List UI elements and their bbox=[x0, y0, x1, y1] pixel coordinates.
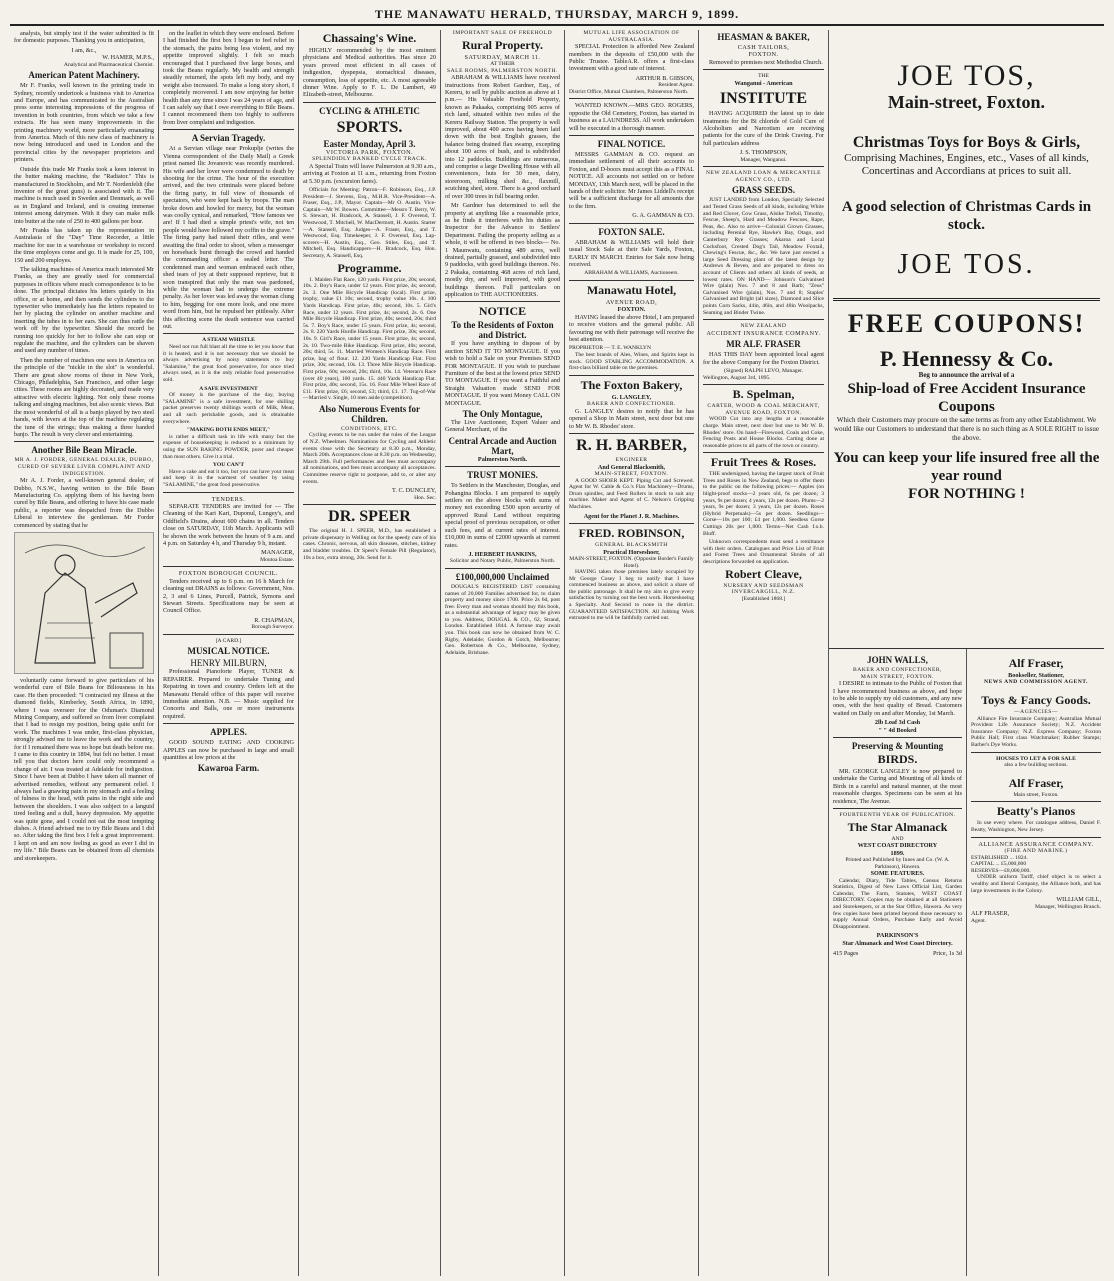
event-sub: SPLENDIDLY BANKED CYCLE TRACK. bbox=[312, 156, 427, 163]
ad-text: Unknown correspondents must send a remittance with their orders. Catalogues and Price List of Fruit and Forest Trees and Ornamental Shrubs of all descriptions forwarded on application. bbox=[703, 539, 824, 565]
ad-subheading: To the Residents of Foxton and District. bbox=[451, 320, 554, 341]
ad-heading: FOXTON BOROUGH COUNCIL. bbox=[178, 570, 279, 578]
divider bbox=[14, 441, 154, 442]
ad-heading: IMPORTANT SALE OF FREEHOLD bbox=[452, 30, 553, 36]
ad-date: Wellington, August 3rd, 1895. bbox=[703, 374, 771, 381]
ad-heading: Toys & Fancy Goods. bbox=[981, 693, 1091, 707]
ad-heading-hennessy: P. Hennessy & Co. bbox=[879, 346, 1054, 371]
ad-heading: A good selection of Christmas Cards in stock. bbox=[841, 199, 1092, 233]
ad-text: HAS THIS DAY been appointed local agent for the above Company for the Foxton District. bbox=[703, 351, 824, 366]
divider bbox=[163, 333, 294, 334]
divider bbox=[569, 375, 694, 376]
divider bbox=[163, 566, 294, 567]
article-heading: A Servian Tragedy. bbox=[191, 133, 266, 144]
ad-subheading: (FIRE AND MARINE.) bbox=[1004, 847, 1068, 854]
ad-text: District Office, Mutual Chambers, Palmerston North. bbox=[569, 88, 689, 95]
ad-location: MAIN-STREET, FOXTON. (Opposite Border's Family Hotel). bbox=[569, 555, 694, 569]
ad-label: [A CARD.] bbox=[215, 637, 242, 644]
ad-text: In use every where. For catalogue address, Daniel F. Beatty, Washington, New Jersey. bbox=[971, 820, 1101, 833]
ad-text: THE bbox=[758, 73, 769, 80]
ad-text: GOOD SOUND EATING AND COOKING APPLES can now be purchased in large and small quantities at low prices at the bbox=[163, 739, 294, 762]
ad-signature: Borough Surveyor. bbox=[251, 624, 294, 631]
ad-subheading: NEWS AND COMMISSION AGENT. bbox=[984, 679, 1088, 686]
signoff: I am, &c., bbox=[71, 46, 97, 54]
divider bbox=[163, 723, 294, 724]
signer: W. HAMER, M.P.S., bbox=[102, 54, 154, 62]
ad-location: FOXTON. bbox=[748, 51, 779, 59]
ad-subheading: BAKER AND CONFECTIONER, bbox=[852, 667, 943, 673]
ad-name: G. LANGLEY, bbox=[611, 393, 652, 401]
ad-subheading: GENERAL BLACKSMITH bbox=[595, 541, 668, 548]
ad-heading: A STEAM WHISTLE bbox=[202, 337, 255, 344]
ad-subheading: BAKER AND CONFECTIONER. bbox=[586, 401, 677, 408]
officials-list: Officials for Meeting: Patron—F. Robinson, Esq., J.P. President—J. Stevens, Esq., M.H.R. Vice-President—A. Fraser, Esq., J.P., Mayor. Captain—Mr O. Austin. Vice-Captain—Mr W. Bowen. Committee—Messrs T. Berry, W. S. Stewart, H. Bradcock, A. Stansell, J. F. Overend, T. Westwood, T. Mitchell, W. MacDermott, H. Austin. Starter—A. Stansell, Esq. Judges—A. Fraser, Esq., and T. Westwood, Esq. Timekeeper, J. F. Overend, Esq. Lap-scorers—H. Austin, Esq., Geo. Stiles, Esq., and T. Mitchell, Esq. Handicappers—H. Bradcock, Esq. Hon. Secretary, A. Stansell, Esq. bbox=[303, 187, 436, 259]
ad-text: AND bbox=[891, 835, 904, 842]
ad-heading: TRUST MONIES. bbox=[467, 470, 538, 481]
ad-text: Need not run full blast all the time to let you know that it is heated, and it is not necessary that we should be always advertising by noisy statements to buy "Salamine," the great food preservative, for once tried always used, as it is the only reliable food preservative sold. bbox=[163, 344, 294, 383]
ad-heading: Wanganui - American bbox=[734, 79, 793, 87]
ad-footer bbox=[833, 950, 962, 957]
ad-heading: WEST COAST DIRECTORY bbox=[857, 842, 938, 850]
programme-list: 1. Maiden Flat Race, 120 yards. First prize, 20s; second, 10s. 2. Boy's Race, under 12 years. First prize, 4s; second, 2s. 3. One Mile Bicycle Handicap (local). First prize, trophy, value £1 10s; second, trophy value 10s. 4. 100 Yards Handicap. First prize, 40s; second, 10s. 5. Girl's Race, under 12 years. First prize, 4s; second, 2s. 6. One Mile Bicycle Handicap. First prize, 40s; second, 20s; third 5s. 7. Boy's Race, under 15 years. First prize, 4s; second, 2s. 8. 220 Yards Hurdle Handicap. First prize, 30s; second, 10s. 9. Girl's Race, under 15 years. First prize, 4s; second, 2s. 10. Two-mile Bike Handicap. First prize, 40s; second, 20s; third, 5s. 11. Married Women's Handicap Race. First prize, bag of flour. 12. 220 Yards Handicap Flat. First prize, 30s; second, 10s. 13. Three Mile Bicycle Handicap. First prize, 60s; second, 20s; third, 10s. 14. Veteran's Race (over 40 years), 100 yards. 15. 440 Yards Handicap Flat. First prize, 40s; second, 15s. 16. Four Mile Wheel Race of £11. First prize, £6; second, £3; third, £1. 17. Tug-of-War—Married v. Single, 10 men aside (competition). bbox=[303, 276, 436, 402]
ad-text: SALE ROOMS, PALMERSTON NORTH. bbox=[447, 67, 558, 74]
article-subheading: MR A. J. FORDER, GENERAL DEALER, DUBBO, CURED OF SEVERE LIVER COMPLAINT AND INDIGESTION. bbox=[14, 457, 154, 477]
column-4 bbox=[440, 30, 564, 1276]
ad-address: Main-street, Foxton. bbox=[887, 92, 1046, 112]
ad-text: If you have anything to dispose of by auction SEND IT TO MONTAGUE. If you wish to hold a Sale on your Premises SEND FOR MONTAGUE. If you wish to purchase Furniture of the best at the lowest price SEND TO MONTAGUE. If you want a Faithful and Straight Valuation made SEND FOR MONTAGUE. If you want Money CALL ON MONTAGUE. bbox=[445, 340, 560, 407]
ad-heading: YOU CAN'T bbox=[212, 462, 245, 469]
ad-heading: MR ALF. FRASER bbox=[726, 339, 801, 350]
divider bbox=[971, 752, 1101, 753]
ad-text: ABRAHAM & WILLIAMS have received instructions from Robert Gardner, Esq., of Kereru, to sell by public auction as above at 1 p.m.— His Valuable Freehold Property, known as Pakaaka, comprising 905 acres of rich land, situated within two miles of the Kereru Railway Station. The property is well improved, about 400 acres having been laid down with the best English grasses, the balance being drained flax swamp, excepting about 100 acres of bush, and is subdivided into 12 paddocks. Buildings are numerous, and comprise a large Dwelling House with all conveniences, huts for 30 men, dairy, storeroom, milking shed &c., flaxmill, scutching shed, store. There is a good orchard of over 300 trees in full bearing order. bbox=[445, 74, 560, 200]
ad-heading: The Star Almanack bbox=[847, 819, 948, 834]
ad-name: Kawaroa Farm. bbox=[197, 763, 260, 774]
ad-heading: INSTITUTE bbox=[719, 90, 808, 108]
ad-text: To Settlers in the Manchester, Douglas, and Pohangina Blocks. I am prepared to supply settlers on the above blocks with sums of money not exceeding £500 upon security of approved Rural Land without requiring special proof of previous occupation, or other such fees, and at current rates of interest. £10,000 in sums of £2000 upwards at current rates. bbox=[445, 482, 560, 549]
article-paragraph: Mr Franks has taken up the representation in Australasia of the "Day" Time Recorder, a little machine for use in a warehouse or workshop to record the time employes come and go. It is made for 25, 100, 150 and 200 employes. bbox=[14, 226, 154, 264]
ad-heading: NOTICE bbox=[478, 304, 527, 319]
ad-text: SEPARATE TENDERS are invited for — The Cleaning of the Kari Kari, Duponul, Lungey's, and Oddfield's Drains, about 600 chains in all. Tenders close on SATURDAY, 11th March. Applicants will be shown the work between the hours of 9 a.m. and 4 p.m. on Saturday 4 h, and Thursday 9 h, instant. bbox=[163, 502, 294, 547]
ad-subheading: ENGINEER bbox=[615, 456, 648, 463]
ad-heading: HEASMAN & BAKER, bbox=[717, 32, 810, 42]
ad-signature: Agent. bbox=[971, 917, 987, 924]
signer-title: Analytical and Pharmaceutical Chemist. bbox=[63, 61, 154, 68]
divider bbox=[971, 837, 1101, 838]
ad-subheading: CONDITIONS, ETC. bbox=[341, 425, 398, 432]
ad-heading: Christmas Toys for Boys & Girls, bbox=[852, 134, 1081, 151]
column-2 bbox=[158, 30, 298, 1276]
divider bbox=[163, 634, 294, 635]
divider bbox=[303, 102, 436, 103]
ad-signature: Moutoa Estate. bbox=[260, 556, 294, 563]
article-heading: American Patent Machinery. bbox=[28, 70, 140, 81]
ad-heading: Also Numerous Events for Children. bbox=[318, 403, 421, 424]
illustration-engraving bbox=[14, 532, 154, 674]
ad-heading: TENDERS. bbox=[211, 495, 246, 503]
article-paragraph: Mr A. J. Forder, a well-known general dealer, of Dubbo, N.S.W., having written to the Bile Bean Manufacturing Co. applying them of his having been cured by Bile Beans, and offering to have his case made public, a reporter was despatched from the Dubbo Liberal to interview the gentleman. Mr Forder commenced by stating that he bbox=[14, 477, 154, 529]
ad-heading: ALLIANCE ASSURANCE COMPANY. bbox=[978, 840, 1094, 848]
ad-heading: CYCLING & ATHLETIC bbox=[319, 105, 420, 116]
ad-list: Alliance Fire Insurance Company; Australian Mutual Provident Life Assurance Society; N.Z. Accident Insurance Company; N.Z. Express Company; Foxton Public Hall; First class Watchmaker; Rubber Stamps; Barber's Dye Works. bbox=[971, 715, 1101, 748]
divider bbox=[703, 69, 824, 70]
event-venue: VICTORIA PARK, FOXTON. bbox=[325, 148, 414, 156]
ad-signature: Hon. Sec. bbox=[414, 494, 436, 501]
ad-text: AT THEIR bbox=[490, 61, 515, 67]
ad-text: Solicitor and Notary Public, Palmerston North. bbox=[449, 558, 556, 565]
ad-subheading: And General Blacksmith, bbox=[597, 463, 666, 471]
right-split-section bbox=[829, 648, 1104, 1276]
ad-signature: (Signed) RALPH LEVO, Manager. bbox=[723, 367, 804, 374]
ad-text: ABRAHAM & WILLIAMS will hold their usual Stock Sale at their Sale Yards, Foxton, EARLY IN MARCH. Entries for Sale now being received. bbox=[569, 238, 694, 268]
ad-location: AVENUE ROAD, FOXTON. bbox=[725, 409, 802, 416]
ad-heading: "MAKING BOTH ENDS MEET," bbox=[186, 427, 271, 434]
ad-heading: NEW ZEALAND LOAN & MERCANTILE AGENCY CO., LTD. bbox=[705, 170, 822, 183]
ad-text: [Established 1868.] bbox=[741, 595, 786, 602]
ad-heading: FOR NOTHING ! bbox=[908, 486, 1025, 502]
ad-heading: HOUSES TO LET & FOR SALE bbox=[996, 755, 1076, 762]
ad-heading: NEW ZEALAND bbox=[740, 323, 787, 330]
divider bbox=[703, 384, 824, 385]
divider bbox=[445, 568, 560, 569]
ad-signature: ARTHUR B. GIBSON, bbox=[635, 74, 694, 82]
ad-price: " " 4d Booked bbox=[878, 726, 917, 734]
ad-text: HAVING ACQUIRED the latest up to date treatments for the Bi chloride of Gold Cure of Alcoholism and Narcotism are receiving patients for the cure of the Drink Craving. For full particulars address bbox=[703, 110, 824, 147]
ad-text: Calendar, Diary, Tide Tables, Census Returns Statistics, Digest of New Laws Official List, Garden Calendar, The Farm, Statutes, WEST COAST DIRECTORY. Copies may be obtained at all Stationers and Storekeepers, or at the Star Office, Hawera. As very few copies have been printed beyond those necessary to supply Annual Orders, Purchase Early and Avoid Disappointment. bbox=[833, 877, 962, 930]
ad-text: DOUGAL'S REGISTERED LIST containing names of 20,000 Families advertised for, to claim property and money since 1700. Price 2s 6d, post free. Every man and woman should buy this book, as a substantial advantage of legacy may be given to you. Address, DOUGAL & CO., 62, Strand, London. Established 1844. A fortune may await you. This book can now be obtained from W. C. Rigby, Adelaide; Gordon & Gotch, Melbourne; Geo. Robertson & Co., Melbourne, Sydney, Adelaide, Brisbane. bbox=[445, 583, 560, 656]
article-paragraph: Then the number of machines one sees in America on the principle of the "nickle in the slot" is wonderful. There are great show rooms of these in New York, Chicago, Philadelphia, San Francisco, and other large cities. These rooms are highly decorated, and made very attractive with electric lighting. Not only these rooms talking and singing machines, but also scenic views. But the most wonderful of all is a banjo played by two steel hands, with levers at the top of the machine regulating the tune of the strings; thus making a three banded banjo. The result is very clever and entertaining. bbox=[14, 356, 154, 438]
ad-text: HAVING taken those premises lately occupied by Mr George Cosey I beg to notify that I have commenced business as above, and solicit a share of the public patronage. It shall be my aim to give every satisfaction by turning out the best work. Horseshoeing a Specialty. And Second to none in the district. GUARANTEED SATISFACTION. All Jobbing Work entrusted to me will be faithfully carried out. bbox=[569, 569, 694, 622]
ad-signature: T. C. DUNCLEY, bbox=[392, 487, 436, 495]
letter-text: analysis, but simply test if the water submitted is fit for domestic purposes. Thanking you in anticipation, bbox=[14, 30, 154, 45]
ad-signature: R. CHAPMAN, bbox=[254, 616, 294, 624]
ad-heading: SPORTS. bbox=[336, 118, 403, 136]
article-paragraph: voluntarily came forward to give particulars of his wonderful cure of Bile Beans for Biliousness in his case. He then proceeded: "I contracted my illness at the diamond fields, Kimberley, South Africa, in 1890, where I was overseer for the Oduman's Diamond Mining Company, and suffered so from liver complaint that I had to resign my position, being quite unfit for work. The machines I was under, first-class physician, strongly advised me to leave the work and the country, for if I remained there was no hope but death before me. I came to this country in 1894, but felt no better. I must tell you that doctors here could only recommend a change of air. I was treated at Adelaide for indigestion. Since I have been at Dubbo I have taken all manner of advertised remedies, without any permanent relief. I always had a gnawing pain in my stomach and a feeling of fulness in the head, with pains in the right side and between the shoulders. I was also subject to a languid tired feeling and a dull, heavy depression. My appetite was quite gone, and I could not eat the most tempting dishes. A friend advised me to try Bile Beans and I did so. After taking the first box I felt a great improvement. I kept on and am now feeling as good as ever I did in my life." Bile Beans can be obtained from all chemists and storekeepers. bbox=[14, 676, 154, 862]
ad-heading: Robert Cleave, bbox=[725, 566, 802, 581]
ad-text: WANTED KNOWN.—MRS GEO. ROGERS, opposite the Old Cemetery, Foxton, has started in business as a LAUNDRESS. All work undertaken will be executed in a thorough manner. bbox=[569, 102, 694, 132]
ad-price: Price, 1s 3d bbox=[932, 950, 962, 958]
ad-heading: GRASS SEEDS. bbox=[731, 185, 796, 196]
column-5 bbox=[564, 30, 698, 1276]
ad-heading: B. Spelman, bbox=[732, 387, 795, 402]
ad-text: I DESIRE to intimate to the Public of Foxton that I have recommenced business as above, and hope to be able to supply my old customers, and any new ones, with the best quality of Bread. Customers waited on Daily on and after Monday, 1st March. bbox=[833, 680, 962, 717]
ad-text: is rather a difficult task in life with many but the expense of housekeeping is reduced to a minimum by using the SUN BAKING POWDER, purer and cheaper than most others. Give it a trial. bbox=[163, 433, 294, 460]
divider bbox=[833, 808, 962, 809]
ad-heading-joe-tos-2: JOE TOS. bbox=[897, 249, 1036, 280]
ad-subheading: SOME FEATURES. bbox=[870, 870, 925, 878]
ad-signature: G. A. GAMMAN & CO. bbox=[632, 212, 694, 220]
ad-text: Of money is the purchase of the day, buying "SALAMINE" is a safe investment, for one shilling packet preserves twenty shillings worth of Milk, Meat, and all such perishable goods, and is obtainable everywhere. bbox=[163, 392, 294, 425]
ad-text: The Live Auctioneer, Expert Valuer and General Merchant, of the bbox=[445, 419, 560, 434]
column-7 bbox=[828, 30, 1104, 1276]
ad-heading: Preserving & Mounting bbox=[851, 741, 944, 752]
divider bbox=[569, 523, 694, 524]
sale-date: SATURDAY, MARCH 11. bbox=[464, 53, 541, 61]
ad-year: 1899. bbox=[890, 849, 905, 857]
right-right-subcolumn bbox=[967, 649, 1104, 1276]
article-paragraph: Mr F. Franks, well known in the printing trade in Sydney, recently undertook a business visit to America and Europe, and has communicated to the Australian press some interesting impressions of the progress of invention in both countries, from which we take a few extracts. He has seen many improvements in the printing machinery world, more particularly emanating from America. Much of this new class of machinery is now being introduced and used in London and the provincial cities by the newspaper proprietors and printers. bbox=[14, 82, 154, 164]
ad-location: Main street, Foxton. bbox=[1013, 791, 1059, 798]
ad-heading: R. H. BARBER, bbox=[576, 436, 687, 454]
ad-subheading: CARTER, WOOD & COAL MERCHANT, bbox=[707, 403, 820, 410]
ad-location: MAIN STREET, FOXTON. bbox=[860, 673, 935, 680]
ad-heading: Alf Fraser, bbox=[1008, 656, 1064, 670]
ad-location: MAIN-STREET, FOXTON. bbox=[594, 470, 669, 477]
ad-subheading: Agent for the Planet J. R. Machines. bbox=[583, 512, 680, 520]
ad-text: Which their Customers may procure on the same terms as from any other Establishment. We would like our Customers to understand that there is no such thing as A SOLE RIGHT to issue the above. bbox=[834, 416, 1099, 442]
ad-text: MR. GEORGE LANGLEY is now prepared to undertake the Curing and Mounting of all kinds of Birds in a careful and natural manner, at the most reasonable charges. Specimens can be seen at his residence, The Avenue. bbox=[833, 768, 962, 805]
ad-text: MESSRS GAMMAN & CO. request an immediate settlement of all their accounts to Foxton, and D-boors must accept this as a FINAL NOTICE. All accounts not settled on or before MONDAY, 13th March next, will be placed in the hands of their solicitor. Mr James Liddell's receipt will be a sufficient discharge for all amounts due to the firm. bbox=[569, 151, 694, 210]
ad-text: UNDER uniform Tariff, chief object is to select a wealthy and liberal Company, the Alliance both, and has large investments in the Colony. bbox=[971, 874, 1101, 894]
ad-heading: JOHN WALLS, bbox=[867, 655, 928, 665]
ad-heading: DR. SPEER bbox=[328, 508, 411, 526]
ad-text: Beg to announce the arrival of a bbox=[918, 371, 1015, 379]
ad-text: Mr Gardner has determined to sell the property at anything like a reasonable price, as he finds it interferes with his duties as Inspector for the Advance to Settlers' Department. Failing the property selling as a whole, it will be offered in two blocks— No. 1 Maunwatu, containing 489 acres, well drained, partially grassed, and subdivided into 9 paddocks, with good buildings thereon. No. 2 Pakaka, containing 468 acres of rich land, mostly dry, and well improved, with good buildings thereon. Full particulars on application to THE AUCTIONEERS. bbox=[445, 202, 560, 298]
ad-subheading: Bookseller, Stationer, bbox=[1008, 672, 1064, 679]
ad-heading: Beatty's Pianos bbox=[996, 804, 1076, 819]
ad-text: RESERVES—£8,000,000. bbox=[971, 867, 1031, 874]
ad-price: 2lb Loaf 3d Cash bbox=[874, 719, 921, 727]
ad-heading: MUTUAL LIFE ASSOCIATION OF AUSTRALASIA. bbox=[583, 30, 680, 43]
ad-text: The best brands of Ales, Wines, and Spirits kept in stock. GOOD STABLING ACCOMMODATION. A first-class billiard table on the premises. bbox=[569, 351, 694, 372]
ad-text: Printed and Published by Innes and Co. (W. A. Parkinson), Hawera. bbox=[845, 857, 950, 870]
ad-text: HIGHLY recommended by the most eminent physicians and Medical authorities. Has since 20 years proved most efficient in all cases of indigestion, dyspepsia, stomachical diseases, consumption, loss of appetite, etc. A most agreeable dinner Wine. Apply to F. L. De Lambert, 49 Elizabeth-street, Melbourne. bbox=[303, 47, 436, 99]
divider bbox=[569, 280, 694, 281]
ad-subheading: NURSERY AND SEEDSMAN bbox=[723, 582, 804, 589]
ad-name: J. HERBERT HANKINS, bbox=[468, 550, 537, 558]
ad-signature: Resident Agent. bbox=[658, 82, 694, 89]
ad-signature: WILLIAM GILL, bbox=[1056, 896, 1101, 904]
ad-location: Palmerston North. bbox=[477, 455, 528, 463]
ad-subheading: CASH TAILORS, bbox=[737, 44, 790, 51]
ad-text: Have a cake and eat it too, but you can have your meat and keep it in the warmest of weather by using "SALAMINE," the great food preservative. bbox=[163, 468, 294, 488]
divider bbox=[703, 452, 824, 453]
divider bbox=[703, 319, 824, 320]
ad-signature: ALF FRASER, bbox=[971, 910, 1010, 918]
ad-text: ESTABLISHED ... 1824. bbox=[971, 854, 1028, 861]
ad-signature: Manager, Wellington Branch. bbox=[1034, 903, 1101, 910]
divider bbox=[569, 98, 694, 99]
ad-heading: £100,000,000 Unclaimed bbox=[455, 571, 550, 582]
ad-pages: 415 Pages bbox=[833, 950, 859, 958]
divider bbox=[703, 166, 824, 167]
ad-heading: Ship-load of Free Accident Insurance Coupons bbox=[847, 381, 1086, 415]
divider bbox=[971, 801, 1101, 802]
ad-heading: FINAL NOTICE. bbox=[597, 139, 666, 150]
ad-heading: BIRDS. bbox=[877, 752, 918, 767]
divider bbox=[569, 135, 694, 136]
ad-heading: MUSICAL NOTICE. bbox=[187, 646, 270, 657]
ad-heading-free-coupons: FREE COUPONS! bbox=[833, 298, 1100, 339]
ad-heading: Star Almanack and West Coast Directory. bbox=[842, 939, 953, 947]
ad-subheading: PARKINSON'S bbox=[876, 932, 919, 940]
ad-signature: J. S. THOMPSON, bbox=[739, 149, 788, 157]
ad-text: Comprising Machines, Engines, etc., Vases of all kinds, Concertinas and Accordians at prices to suit all. bbox=[844, 152, 1089, 177]
event-date: Easter Monday, April 3. bbox=[323, 138, 416, 149]
ad-text: THE undersigned, having the largest stock of Fruit Trees and Roses in New Zealand, begs to offer them to the public on the following prices:— Apples (on blight-proof stocks—2 years old, 6s per dozen; 3 years, 9s per dozen; 4 years, 12s per dozen. Plums—2 years, 9s per dozen; 3 years, 12s per dozen. Roses (Hybrid Perpetuals)—5s per dozen. Seedlings—Gorse—10s per 100; £4 per 1,000. Seedless Gorse Cuttings 20s per 1,000. Terms—Net Cash f.o.b. Bluff. bbox=[703, 471, 824, 537]
divider bbox=[445, 466, 560, 467]
column-1 bbox=[10, 30, 158, 1276]
divider bbox=[833, 737, 962, 738]
ad-name: HENRY MILBURN, bbox=[190, 658, 267, 669]
ad-heading: The Foxton Bakery, bbox=[580, 377, 683, 392]
divider bbox=[303, 504, 436, 505]
ad-heading: Central Arcade and Auction Mart, bbox=[448, 435, 557, 456]
article-paragraph: At a Servian village near Prokuplje (writes the Vienna correspondent of the Daily Mail) a Greek priest named Ilic Jovanovic was recently murdered. His wife and her lover were condemned to death by shooting for the crime. The hour of the execution arrived, and the two criminals were placed before the firing party, in full view of thousands of spectators, who were kept back by troops. The man broke down and howled for mercy, but the woman was coolly cynical, and remarked, "How famous we are! If I had died a simple priest's wife, not ten people would have followed my coffin to the grave." The firing party had raised their rifles, and were awaiting the final order to shoot, when a messenger on horseback burst through the crowd and handed the commanding officer a sealed letter. The condemned man and woman embraced each other, shed tears of joy at their supposed reprieve, but it soon transpired that only the man was pardoned, while the woman had to undergo the extreme penalty. As her lover was led away the woman clung to him, begging for one more look, and one more word from him, but he repulsed her pitilessly. After this affecting scene the death sentence was carried out. bbox=[163, 145, 294, 331]
programme-heading: Programme. bbox=[337, 260, 402, 275]
ad-subheading: Practical Horseshoer, bbox=[603, 548, 660, 556]
divider bbox=[163, 129, 294, 130]
ad-text: JUST LANDED from London, Specially Selected and Tested Grass Seeds of all kinds, including White and Red Clover, Cow Grass, Alsike Trefoil, Timothy, Fescue, Sheep's, Hard and Meadow Fescues, Rape, Peas, &c. Also to arrive—Colonial Grown Grasses, including Perenial Rye, Hawke's Bay, Otago, and Canterbury Rye Grasses; Akaroa and Local Cocksfoot, Crested Dog's Tail, Meadow Foxtail, Chewing's Fescue, &c., &c. We have just erected a large Seed Dressing plant of the latest design by Andrews & Beven, and are prepared to dress on account of Clients and others all kinds of seeds, at lowest rates. ON HAND— Johnson's Galvanised Wire (plain) Nos. 7 and 8 and Barb; "Zeus" Galvanised Wire (plain), Nos. 7 and 8; Staples' Galvanised and Bright (all sizes), Diamond and Slice points Corn Sacks, 44in, 46in, and 48in Woolpacks, Seaming and Binder Twine. bbox=[703, 197, 824, 316]
ad-signature: MANAGER, bbox=[261, 549, 294, 557]
ad-heading: APPLES. bbox=[210, 727, 247, 738]
right-left-subcolumn bbox=[829, 649, 967, 1276]
ad-heading-joe-tos: JOE TOS, bbox=[897, 59, 1036, 92]
figure-engraving-icon bbox=[15, 533, 153, 673]
ad-heading: The Only Montague, bbox=[462, 409, 543, 420]
ad-heading: Manawatu Hotel, bbox=[586, 282, 677, 297]
ad-heading: FRED. ROBINSON, bbox=[578, 525, 685, 540]
ad-text: FOURTEENTH YEAR OF PUBLICATION. bbox=[839, 812, 956, 819]
ad-heading: ACCIDENT INSURANCE COMPANY. bbox=[706, 329, 821, 337]
ad-text: HAVING leased the above Hotel, I am prepared to receive visitors and the general public. All favouring me with their patronage will receive the best attention. bbox=[569, 313, 694, 343]
ad-heading: FOXTON SALE. bbox=[598, 226, 665, 237]
article-paragraph: The talking machines of America much interested Mr Franks, as they are greatly used for commercial purposes in offices where much correspondence is to be done. The principal dictates his letters quietly in his office, or at home, and then sends the cylinders to the typewriter who immediately has the letters repeated to her by placing the cylinder on another machine and inserting the tubes in to her ears. She can thus rattle the work off by the typewriter. Should the record be running too quickly for her to follow she can stop or regulate the machine, and the cylinders can be shaven and used any number of times. bbox=[14, 265, 154, 355]
ad-heading: A SAFE INVESTMENT bbox=[199, 385, 258, 392]
article-heading: Another Bile Bean Miracle. bbox=[31, 445, 137, 456]
ad-text: Removed to premises next Methodist Church. bbox=[709, 58, 823, 66]
ad-location: FOXTON. bbox=[617, 306, 646, 314]
ad-heading: You can keep your life insured free all the year round bbox=[833, 450, 1100, 484]
ad-text: PROPRIETOR — T. E. WANKLYN bbox=[569, 345, 652, 352]
ad-heading: Fruit Trees & Roses. bbox=[710, 455, 817, 470]
article-paragraph: Outside this trade Mr Franks took a keen interest in the butter making machine, the "Radiator." This is manufactured in Stockholm, and Mr T. Nordenfeldt (the inventor of the great guns) is associated with it. The machine is much used in Sweden and Denmark, as well as in England and Ireland, and is creating immense interest among dairymen. With it they can make milk into butter at the rate of 250 to 400 gallons per hour. bbox=[14, 165, 154, 225]
ad-text: CAPITAL ... £5,000,000 bbox=[971, 861, 1027, 868]
ad-text: Tenders received up to 6 p.m. on 16 h March for cleaning out DRAINS as follows: Government, Nos. 2, 3 and 6 Lines, Purcell, Patrick, Symons and Stewart Streets. Specifications may be seen at Council Office. bbox=[163, 577, 294, 615]
divider bbox=[445, 301, 560, 302]
ad-location: INVERCARGILL, N.Z. bbox=[731, 589, 796, 596]
ad-heading: Rural Property. bbox=[461, 37, 544, 52]
column-6 bbox=[698, 30, 828, 1276]
ad-signature: ABRAHAM & WILLIAMS, Auctioneers. bbox=[584, 270, 679, 277]
ad-text: also a few building sections. bbox=[1004, 762, 1068, 769]
masthead: THE MANAWATU HERALD, THURSDAY, MARCH 9, 1899. bbox=[10, 4, 1104, 26]
divider bbox=[569, 223, 694, 224]
divider bbox=[569, 433, 694, 434]
article-paragraph: on the leaflet in which they were enclosed. Before I had finished the first box I began to feel relief in the stomach, the pains being less violent, and my appetite improved slightly. I felt so much encouraged that I purchased five large boxes, and took the Beans regularly. My health and strength steadily returned, the spots left my body, and my weight also increased. To make a long story short, I completely recovered. I am now enjoying far better health than any time since I was 24 years of age, and I can safely say that I owe everything to Bile Beans. I cannot recommend them too highly to sufferers from liver complaint and indigestion. bbox=[163, 30, 294, 126]
ad-text: Cycling events to be run under the rules of the League of N.Z. Wheelmen. Nominations for Cycling and Athletic events close with the Secretary at 8.30 p.m., Monday, March 20th. Acceptances close at 8.30 p.m. on Wednesday, March 29th. Full performances and fees must accompany all nominations, and fees must accompany all acceptances. Committee reserve right to postpone, add to, or alter any events. bbox=[303, 432, 436, 485]
ad-text: WOOD Cut into any lengths at a reasonable charge. Main street, next door but one to Mr W. B. Rhodes' store. On hand—Firewood, Coals and Coke, Fencing Posts and House Blocks. Carting done at reasonable prices to all parts of the town or country. bbox=[703, 416, 824, 449]
ad-text: A GOOD SHOER KEPT. Piping Cut and Screwed. Agent for W. Cable & Co.'s Flax Machinery—Drums, Drum spindles, and Feed Rollers in stock to suit any machine. Maker and Agent of C. Nelson's Gripping Machines. bbox=[569, 477, 694, 510]
ad-text: G. LANGLEY desires to notify that he has opened a Shop in Main street, next door but one to Mr W. B. Rhodes' store. bbox=[569, 407, 694, 430]
ad-text: A Special Train will leave Palmerston at 9.30 a.m., arriving at Foxton at 11 a.m., returning from Foxton at 5.30 p.m. (excursion fares). bbox=[303, 162, 436, 185]
divider bbox=[163, 492, 294, 493]
ad-signature: Manager, Wanganui. bbox=[740, 156, 787, 163]
ad-heading: Alf Fraser, bbox=[1008, 775, 1064, 790]
ad-heading: Chassaing's Wine. bbox=[322, 31, 417, 45]
ad-text: SPECIAL Protection is afforded New Zealand members in the deposits of £50,000 with the Public Trustee. TableA.R. offers a first-class investment with a good rate of interest. bbox=[569, 43, 694, 73]
ad-text: Professional Pianoforte Player, TUNER & REPAIRER. Prepared to undertake Tuning and Repairing in town and country. Orders left at the Manawatu Herald office of this paper will receive immediate attention. N.B. — Music supplied for Concerts and Balls, one or more instruments required. bbox=[163, 668, 294, 720]
ad-text: The original H. J. SPEER, M.D., has established a private dispensary in Welling on for the speedy cure of his cases. Chronic, nervous, all skin diseases, stitches, kidney and bladder troubles. Dr Speer's Female Pill (Regulator), 10s a box, extra strong, 20s. Send for it. bbox=[303, 528, 436, 561]
ad-subheading: —AGENCIES— bbox=[1014, 709, 1058, 715]
column-3 bbox=[298, 30, 440, 1276]
ad-address: AVENUE ROAD, bbox=[605, 298, 658, 306]
